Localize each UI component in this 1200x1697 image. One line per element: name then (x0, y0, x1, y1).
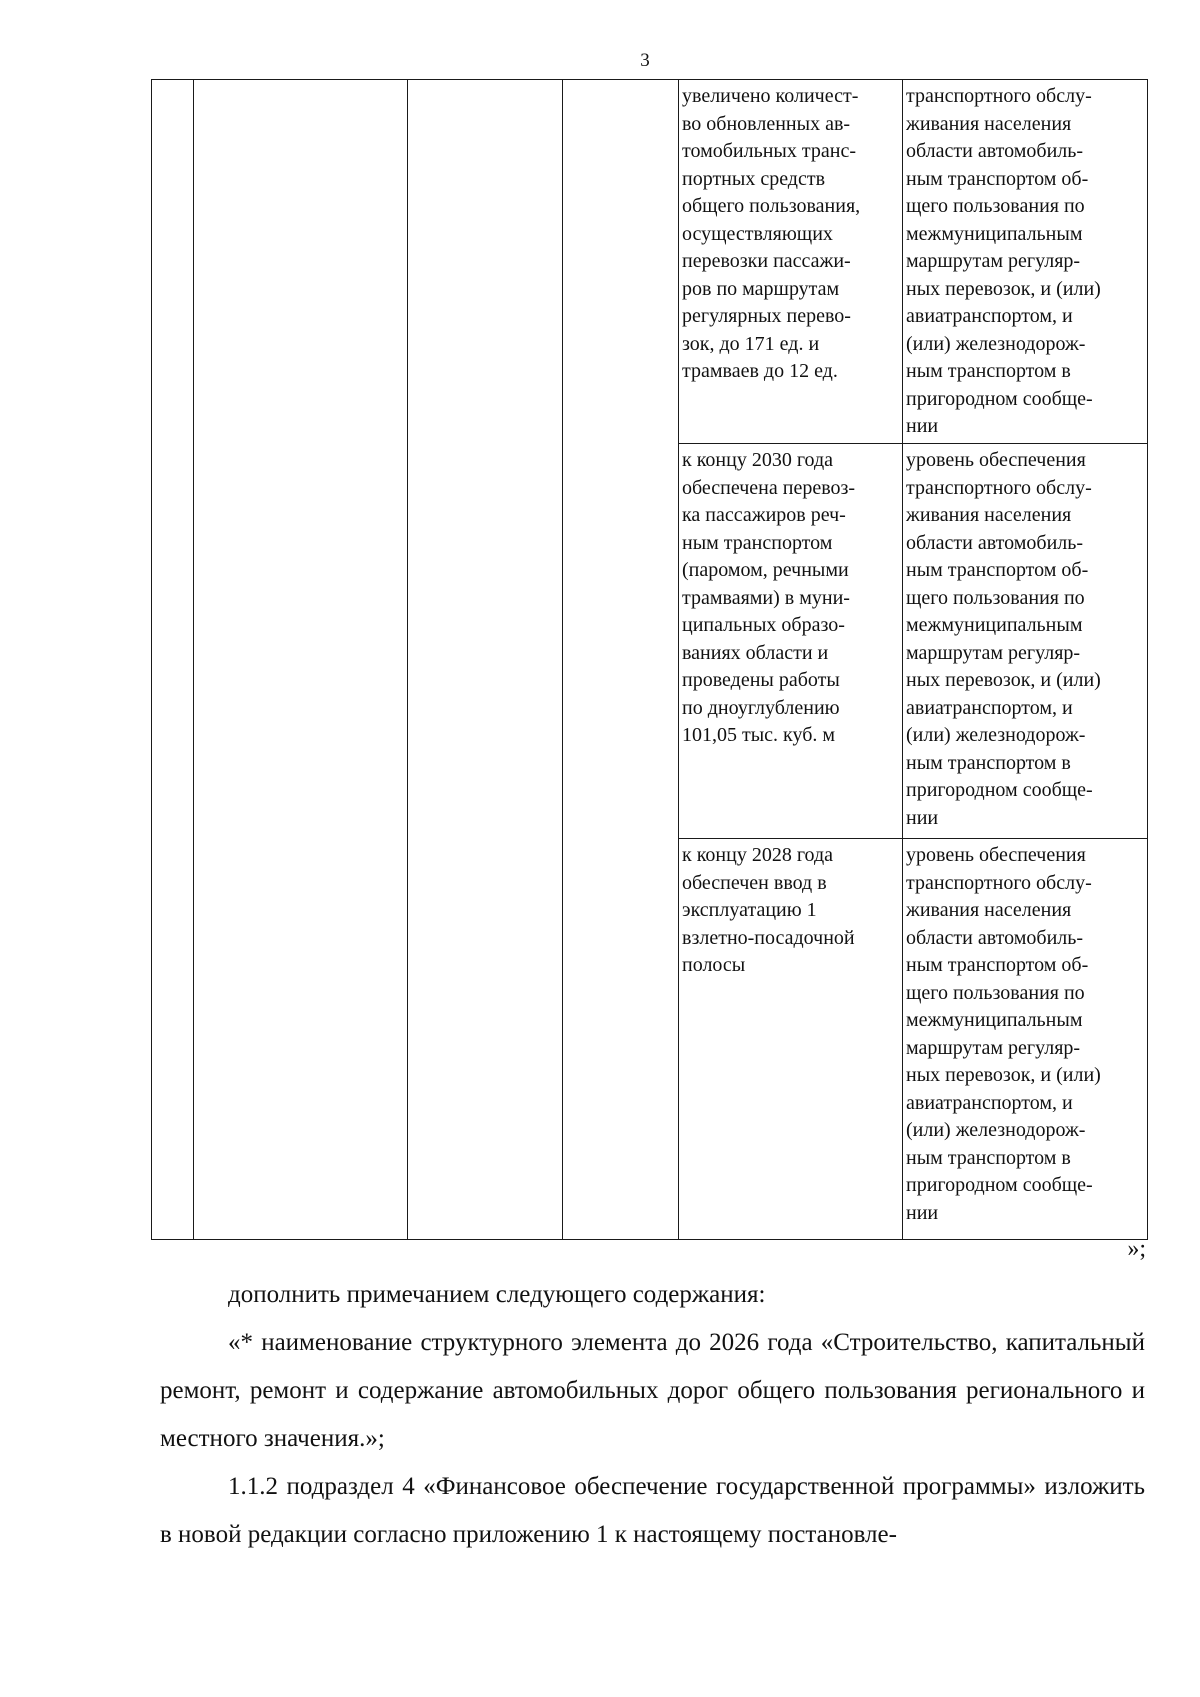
table-row (152, 80, 1148, 444)
table-cell-element (194, 80, 408, 1240)
table-cell-result: к концу 2030 года обеспечена перевоз- ка пассажиров реч- ным транспортом (паромом, речными трамваями) в муни- ципальных образо- ваниях области и проведены работы по дноуглублению 101,05 тыс. куб. м (679, 444, 903, 839)
table-cell-indicator: транспортного обслу- живания населения области автомобиль- ным транспортом об- щего пользования по межмуниципальным маршрутам регуляр- ных перевозок, и (или) авиатранспортом, и (или) железнодорож- ным транспортом в пригородном сообще- нии (903, 80, 1148, 444)
paragraph-note-intro: дополнить примечанием следующего содержания: (228, 1281, 766, 1308)
table-cell-period (563, 80, 679, 1240)
program-table (151, 79, 1148, 1240)
table-cell-result: к концу 2028 года обеспечен ввод в эксплуатацию 1 взлетно-посадочной полосы (679, 839, 903, 1240)
closing-quote: »; (1127, 1236, 1146, 1262)
table-cell-executor (408, 80, 563, 1240)
table-cell-number (152, 80, 194, 1240)
paragraph-subsection: 1.1.2 подраздел 4 «Финансовое обеспечение государственной программы» изложить в новой редакции согласно приложению 1 к настоящему постановле- (160, 1473, 1145, 1548)
table-cell-indicator: уровень обеспечения транспортного обслу- живания населения области автомобиль- ным транспортом об- щего пользования по межмуниципальным маршрутам регуляр- ных перевозок, и (или) авиатранспортом, и (или) железнодорож- ным транспортом в пригородном сообще- нии (903, 839, 1148, 1240)
table-cell-result: увеличено количест- во обновленных ав- томобильных транс- портных средств общего пользования, осуществляющих перевозки пассажи- ров по маршрутам регулярных перево- зок, до 171 ед. и трамваев до 12 ед. (679, 80, 903, 444)
page-number: 3 (640, 50, 650, 71)
table-cell-indicator: уровень обеспечения транспортного обслу- живания населения области автомобиль- ным транспортом об- щего пользования по межмуниципальным маршрутам регуляр- ных перевозок, и (или) авиатранспортом, и (или) железнодорож- ным транспортом в пригородном сообще- нии (903, 444, 1148, 839)
paragraph-note-text: «* наименование структурного элемента до 2026 года «Строительство, капитальный ремонт, ремонт и содержание автомобильных дорог общего пользования регионального и местного значения.»; (160, 1329, 1145, 1452)
